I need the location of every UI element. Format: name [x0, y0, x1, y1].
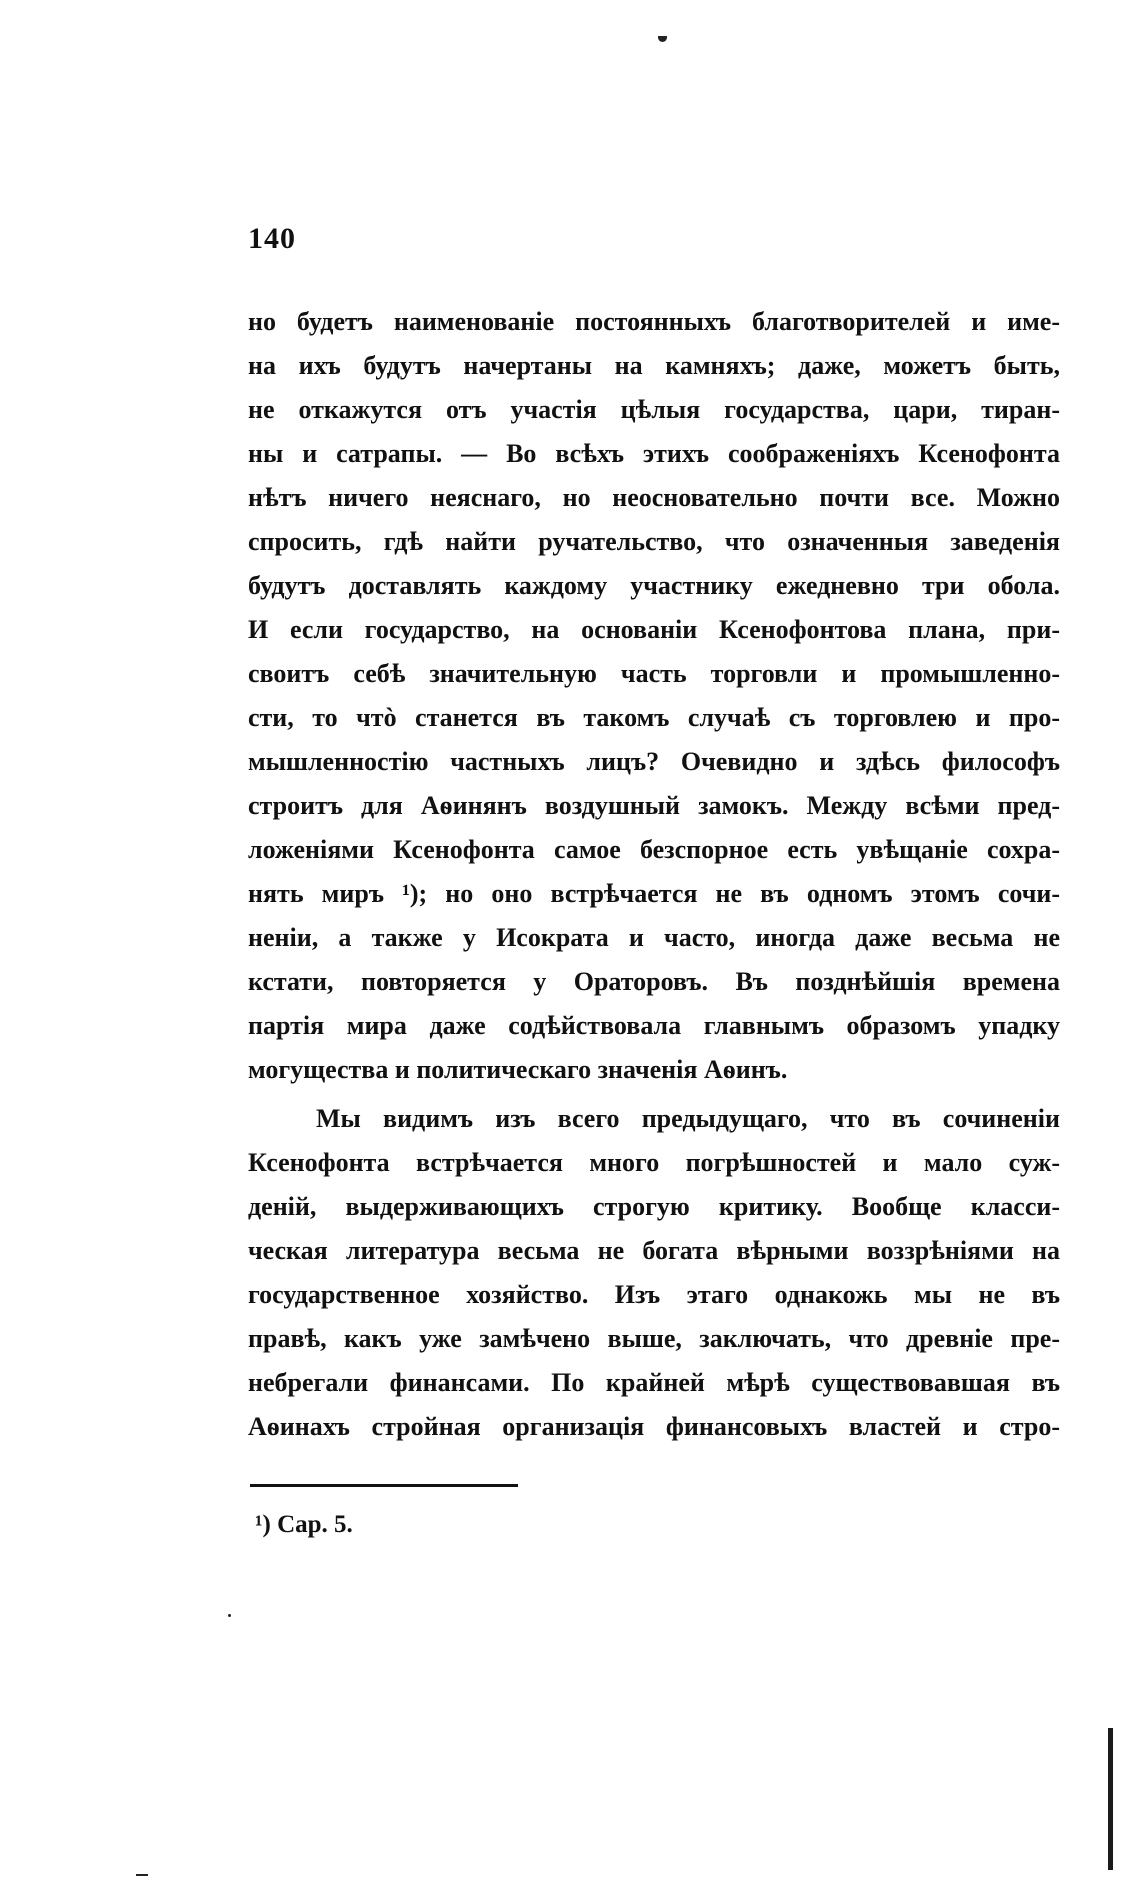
page-number: 140	[248, 222, 296, 255]
text-line: Ксенофонта встрѣчается много погрѣшностей и мало суж-	[248, 1148, 1060, 1177]
text-line: сти, то чтò станется въ такомъ случаѣ съ торговлею и про-	[248, 703, 1060, 732]
text-line: небрегали финансами. По крайней мѣрѣ существовавшая въ	[248, 1368, 1060, 1397]
scan-speck	[136, 1874, 148, 1876]
text-line: своитъ себѣ значительную часть торговли и промышленно-	[248, 659, 1060, 688]
footnote: ¹) Сар. 5.	[255, 1511, 353, 1538]
body-text	[248, 300, 1060, 1449]
text-line: нять миръ ¹); но оно встрѣчается не въ одномъ этомъ сочи-	[248, 879, 1060, 908]
text-line: будутъ доставлять каждому участнику ежедневно три обола.	[248, 571, 1060, 600]
text-line: И если государство, на основаніи Ксенофонтова плана, при-	[248, 615, 1060, 644]
paragraph-last-line: могущества и политическаго значенія Аѳинъ.	[248, 1055, 788, 1084]
page-edge-shadow	[1108, 1728, 1113, 1870]
footnote-rule	[250, 1484, 518, 1487]
scan-speck	[658, 36, 667, 42]
text-line: но будетъ наименованіе постоянныхъ благотворителей и име-	[248, 307, 1060, 336]
text-line: спросить, гдѣ найти ручательство, что означенныя заведенія	[248, 527, 1060, 556]
text-line: неніи, а также у Исократа и часто, иногда даже весьма не	[248, 923, 1060, 952]
text-line: деній, выдерживающихъ строгую критику. Вообще класси-	[248, 1192, 1060, 1221]
text-line: ны и сатрапы. — Во всѣхъ этихъ соображеніяхъ Ксенофонта	[248, 439, 1060, 468]
text-line: правѣ, какъ уже замѣчено выше, заключать, что древніе пре-	[248, 1324, 1060, 1353]
text-line: партія мира даже содѣйствовала главнымъ образомъ упадку	[248, 1011, 1060, 1040]
text-line: Аѳинахъ стройная организація финансовыхъ властей и стро-	[248, 1412, 1060, 1441]
paragraph-first-line: Мы видимъ изъ всего предыдущаго, что въ сочиненіи	[316, 1104, 1060, 1133]
text-line: ложеніями Ксенофонта самое безспорное есть увѣщаніе сохра-	[248, 835, 1060, 864]
text-line: не откажутся отъ участія цѣлыя государства, цари, тиран-	[248, 395, 1060, 424]
text-line: мышленностію частныхъ лицъ? Очевидно и здѣсь философъ	[248, 747, 1060, 776]
text-line: на ихъ будутъ начертаны на камняхъ; даже, можетъ быть,	[248, 351, 1060, 380]
text-line: нѣтъ ничего неяснаго, но неосновательно почти все. Можно	[248, 483, 1060, 512]
text-line: государственное хозяйство. Изъ этаго однакожь мы не въ	[248, 1280, 1060, 1309]
text-line: ческая литература весьма не богата вѣрными воззрѣніями на	[248, 1236, 1060, 1265]
scan-speck	[228, 1614, 231, 1617]
text-line: строитъ для Аѳинянъ воздушный замокъ. Между всѣми пред-	[248, 791, 1060, 820]
text-line: кстати, повторяется у Ораторовъ. Въ позднѣйшія времена	[248, 967, 1060, 996]
